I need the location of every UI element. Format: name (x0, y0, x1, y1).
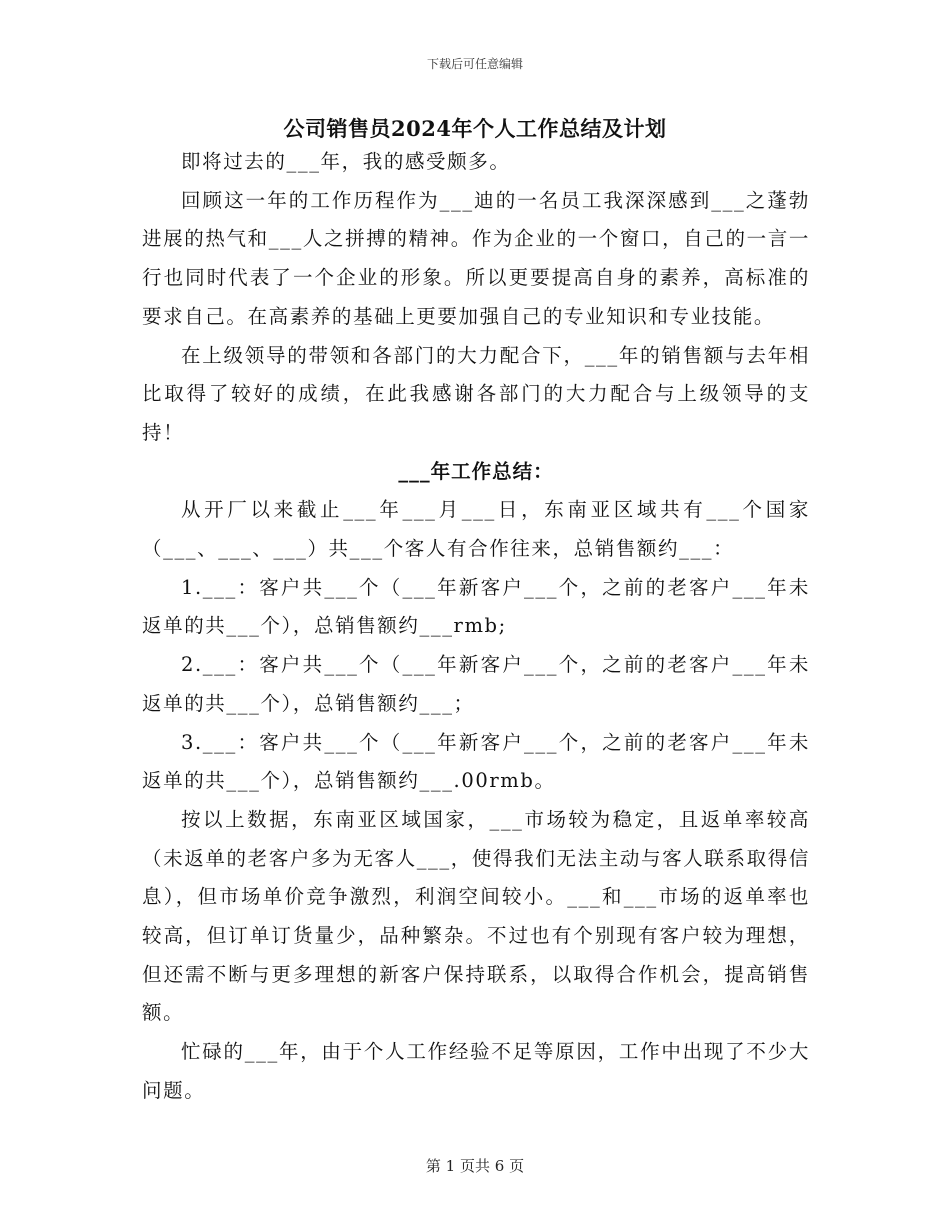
paragraph: 回顾这一年的工作历程作为___迪的一名员工我深深感到___之蓬勃进展的热气和___人之拼搏的精神。作为企业的一个窗口，自己的一言一行也同时代表了一个企业的形象。所以更要提高自身的素养，高标准的要求自己。在高素养的基础上更要加强自己的专业知识和专业技能。 (142, 188, 810, 328)
document-body (142, 143, 810, 1111)
paragraph: 1.___：客户共___个（___年新客户___个，之前的老客户___年未返单的共___个），总销售额约___rmb; (142, 575, 810, 638)
paragraph: 在上级领导的带领和各部门的大力配合下，___年的销售额与去年相比取得了较好的成绩，在此我感谢各部门的大力配合与上级领导的支持！ (142, 343, 810, 444)
section-heading: ___年工作总结： (398, 459, 554, 483)
paragraph: 从开厂以来截止___年___月___日，东南亚区域共有___个国家（___、___、___）共___个客人有合作往来，总销售额约___： (142, 498, 810, 561)
paragraph: 忙碌的___年，由于个人工作经验不足等原因，工作中出现了不少大问题。 (142, 1040, 810, 1102)
paragraph: 即将过去的___年，我的感受颇多。 (181, 150, 511, 173)
paragraph: 2.___：客户共___个（___年新客户___个，之前的老客户___年未返单的共___个），总销售额约___； (142, 653, 810, 715)
paragraph: 按以上数据，东南亚区域国家，___市场较为稳定，且返单率较高（未返单的老客户多为无客人___，使得我们无法主动与客人联系取得信息），但市场单价竞争激烈，利润空间较小。___和___市场的返单率也较高，但订单订货量少，品种繁杂。不过也有个别现有客户较为理想，但还需不断与更多理想的新客户保持联系，以取得合作机会，提高销售额。 (142, 807, 810, 1025)
header-note: 下载后可任意编辑 (426, 57, 523, 71)
paragraph: 3.___：客户共___个（___年新客户___个，之前的老客户___年未返单的共___个），总销售额约___.00rmb。 (142, 730, 810, 793)
page-footer: 第 1 页共 6 页 (425, 1157, 525, 1175)
document-title: 公司销售员2024年个人工作总结及计划 (283, 116, 667, 141)
